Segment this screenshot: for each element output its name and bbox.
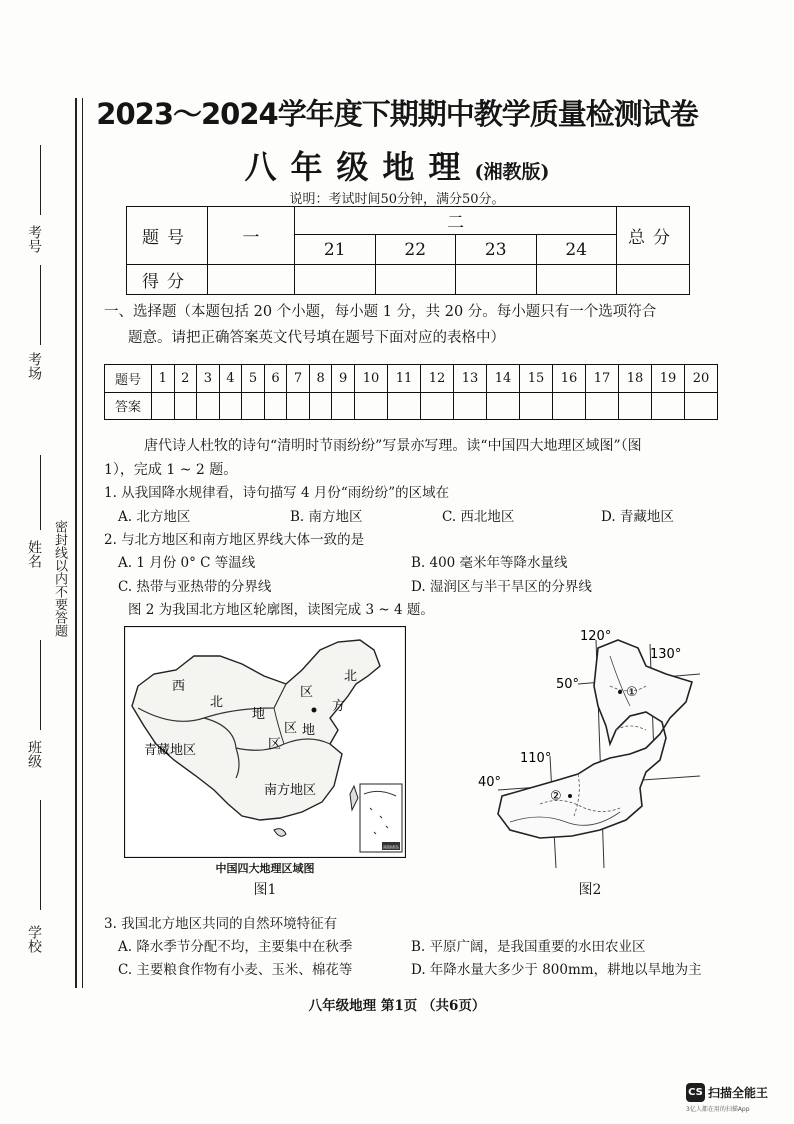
edition-label: (湘教版): [474, 161, 550, 183]
label-mark-2: ②: [550, 789, 562, 804]
label-qu: 区: [268, 737, 282, 752]
class-line: [40, 640, 41, 730]
subject-name: 八年级地理: [244, 148, 475, 186]
score-part1: 一: [208, 207, 295, 265]
answer-q-number: 10: [355, 365, 388, 393]
score-cell[interactable]: [536, 265, 617, 295]
label-lat-40: 40°: [478, 775, 502, 790]
figure1-map-title: 中国四大地理区域图: [215, 862, 315, 875]
answer-q-number: 6: [264, 365, 287, 393]
label-lon-120: 120°: [580, 629, 612, 644]
answer-q-number: 18: [619, 365, 652, 393]
section1-heading-line2: 题意。请把正确答案英文代号填在题号下面对应的表格中）: [128, 330, 505, 346]
binding-rule-inner: [82, 98, 83, 988]
q1-option-a: A. 北方地区: [118, 509, 191, 525]
score-label: 得分: [127, 265, 208, 295]
class-label: 班级: [26, 740, 42, 768]
answer-cell[interactable]: [174, 392, 197, 420]
point-2-dot: [568, 794, 572, 798]
answer-cell[interactable]: [152, 392, 175, 420]
answer-q-number: 4: [219, 365, 242, 393]
intro-q1-2-line1: 唐代诗人杜牧的诗句“清明时节雨纷纷”写景亦写理。读“中国四大地理区域图”（图: [144, 438, 642, 454]
intro-q3-4: 图 2 为我国北方地区轮廓图，读图完成 3 ~ 4 题。: [128, 602, 434, 618]
answer-q-number: 1: [152, 365, 175, 393]
answer-cell[interactable]: [264, 392, 287, 420]
figure2-caption: 图2: [578, 882, 602, 898]
school-label: 学校: [26, 925, 42, 953]
section1-heading-line1: 一、选择题（本题包括 20 个小题，每小题 1 分，共 20 分。每小题只有一个选项符合: [104, 304, 657, 320]
answer-q-number: 9: [332, 365, 355, 393]
answer-cell[interactable]: [652, 392, 685, 420]
answer-cell[interactable]: [619, 392, 652, 420]
score-cell[interactable]: [208, 265, 295, 295]
score-cell[interactable]: [456, 265, 537, 295]
q2-option-d: D. 湿润区与半干旱区的分界线: [411, 579, 592, 595]
answer-q-number: 13: [454, 365, 487, 393]
name-line: [40, 455, 41, 530]
q1-stem: 1. 从我国降水规律看，诗句描写 4 月份“雨纷纷”的区域在: [104, 485, 450, 501]
answer-q-number: 20: [685, 365, 718, 393]
q1-option-c: C. 西北地区: [442, 509, 515, 525]
label-di: 地: [252, 707, 266, 722]
point-1-dot: [618, 690, 622, 694]
score-table: [126, 206, 690, 295]
scanner-name: 扫描全能王: [708, 1086, 769, 1100]
figure1-caption: 图1: [253, 882, 277, 898]
figure1-map: [124, 626, 406, 858]
answer-cell[interactable]: [520, 392, 553, 420]
beijing-marker: [312, 708, 317, 713]
answer-q-number: 15: [520, 365, 553, 393]
answer-cell[interactable]: [454, 392, 487, 420]
q2-option-c: C. 热带与亚热带的分界线: [118, 579, 272, 595]
exam-no-label: 考号: [26, 225, 42, 253]
answer-cell[interactable]: [685, 392, 718, 420]
answer-q-number: 7: [287, 365, 310, 393]
q3-option-a: A. 降水季节分配不均，主要集中在秋季: [118, 939, 353, 955]
score-cell[interactable]: [617, 265, 690, 295]
answer-cell[interactable]: [219, 392, 242, 420]
q3-option-d: D. 年降水量大多少于 800mm，耕地以旱地为主: [411, 962, 702, 978]
answer-row-label: 答案: [105, 392, 152, 420]
score-total: 总分: [617, 207, 690, 265]
exam-room-label: 考场: [26, 352, 42, 380]
northern-region-outline: [498, 640, 692, 838]
scanner-badge: CS: [686, 1083, 705, 1102]
score-q-number: 22: [375, 235, 456, 265]
label-north-qu2: 区: [284, 721, 298, 736]
answer-cell[interactable]: [388, 392, 421, 420]
label-north-qu: 区: [300, 685, 314, 700]
name-label: 姓名: [26, 540, 42, 568]
q3-stem: 3. 我国北方地区共同的自然环境特征有: [104, 916, 338, 932]
label-qingzang: 青藏地区: [144, 743, 197, 758]
answer-header-label: 题号: [105, 365, 152, 393]
label-mark-1: ①: [626, 685, 638, 700]
answer-q-number: 11: [388, 365, 421, 393]
answer-q-number: 2: [174, 365, 197, 393]
seal-warning: 密封线以内不要答题: [52, 520, 67, 637]
scanner-tagline: 3亿人都在用的扫描App: [686, 1106, 750, 1113]
label-nanfang: 南方地区: [264, 783, 317, 798]
exam-title: 2023～2024学年度下期期中教学质量检测试卷: [96, 97, 698, 131]
label-lon-110: 110°: [520, 751, 552, 766]
answer-cell[interactable]: [586, 392, 619, 420]
answer-cell[interactable]: [242, 392, 265, 420]
score-cell[interactable]: [295, 265, 376, 295]
south-sea-inset-label: 南海诸岛: [383, 844, 399, 850]
q2-option-b: B. 400 毫米年等降水量线: [411, 555, 568, 571]
q2-option-a: A. 1 月份 0° C 等温线: [118, 555, 256, 571]
score-q-number: 24: [536, 235, 617, 265]
score-row-head: 题号: [127, 207, 208, 265]
q3-option-c: C. 主要粮食作物有小麦、玉米、棉花等: [118, 962, 353, 978]
label-lon-130: 130°: [650, 647, 682, 662]
answer-q-number: 8: [309, 365, 332, 393]
answer-q-number: 19: [652, 365, 685, 393]
label-bei: 北: [210, 695, 224, 710]
answer-q-number: 17: [586, 365, 619, 393]
answer-table: [104, 364, 718, 420]
answer-cell[interactable]: [421, 392, 454, 420]
label-north-bei: 北: [344, 669, 358, 684]
q1-option-b: B. 南方地区: [290, 509, 363, 525]
school-line: [40, 800, 41, 910]
answer-q-number: 16: [553, 365, 586, 393]
label-xi: 西: [172, 679, 186, 694]
answer-cell[interactable]: [197, 392, 220, 420]
label-north-fang: 方: [332, 699, 346, 714]
label-north-di: 地: [302, 723, 316, 738]
answer-cell[interactable]: [487, 392, 520, 420]
answer-cell[interactable]: [332, 392, 355, 420]
south-sea-inset: [360, 784, 402, 852]
score-cell[interactable]: [375, 265, 456, 295]
label-lat-50: 50°: [556, 677, 580, 692]
answer-cell[interactable]: [287, 392, 310, 420]
score-q-number: 21: [295, 235, 376, 265]
answer-q-number: 12: [421, 365, 454, 393]
intro-q1-2-line2: 1），完成 1 ~ 2 题。: [104, 462, 238, 478]
answer-q-number: 14: [487, 365, 520, 393]
exam-note: 说明：考试时间50分钟，满分50分。: [289, 192, 505, 207]
figure2-map: [470, 626, 710, 868]
exam-room-line: [40, 265, 41, 345]
q3-option-b: B. 平原广阔，是我国重要的水田农业区: [411, 939, 646, 955]
answer-cell[interactable]: [355, 392, 388, 420]
score-q-number: 23: [456, 235, 537, 265]
answer-cell[interactable]: [309, 392, 332, 420]
q1-option-d: D. 青藏地区: [601, 509, 674, 525]
answer-q-number: 3: [197, 365, 220, 393]
score-part2: 二: [295, 207, 617, 235]
q2-stem: 2. 与北方地区和南方地区界线大体一致的是: [104, 532, 365, 548]
answer-cell[interactable]: [553, 392, 586, 420]
subject-heading: [0, 142, 794, 188]
binding-rule-outer: [75, 98, 77, 988]
page-footer: 八年级地理 第1页 （共6页）: [308, 998, 486, 1014]
answer-q-number: 5: [242, 365, 265, 393]
scanner-watermark: [686, 1082, 768, 1113]
